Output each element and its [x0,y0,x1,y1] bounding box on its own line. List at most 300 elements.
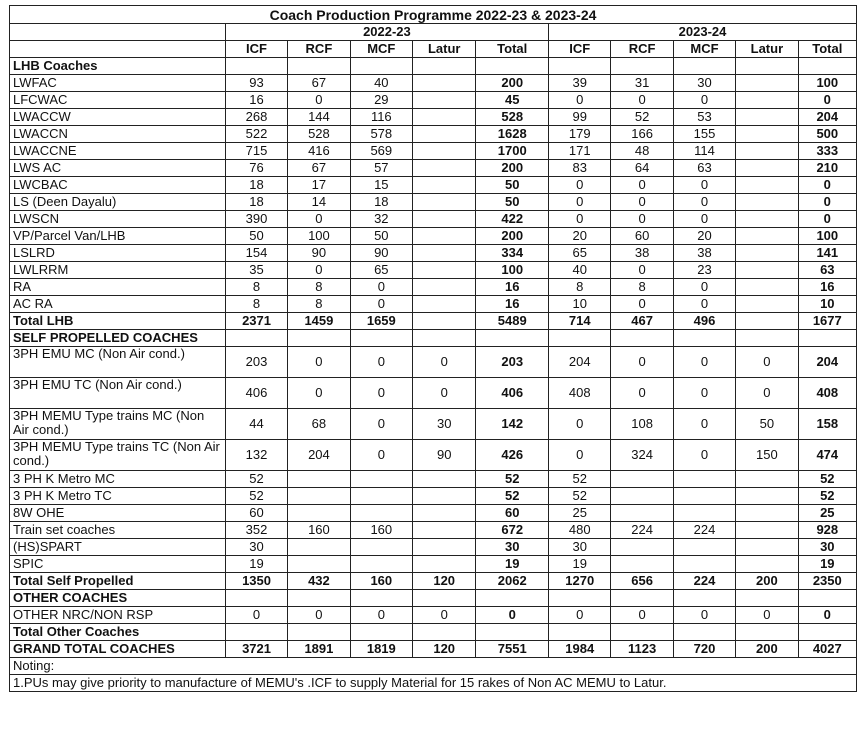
empty-cell [476,330,549,347]
value-cell [413,75,476,92]
value-cell: 65 [549,245,611,262]
value-cell [225,624,287,641]
value-cell: 0 [350,607,412,624]
section-total-row [10,624,857,641]
value-cell: 16 [476,279,549,296]
value-cell: 1628 [476,126,549,143]
value-cell: 204 [549,347,611,378]
column-header: RCF [611,41,673,58]
value-cell: 0 [288,211,350,228]
column-header: Total [798,41,856,58]
value-cell: 29 [350,92,412,109]
row-label: LFCWAC [10,92,226,109]
table-row [10,505,857,522]
value-cell [413,228,476,245]
value-cell: 0 [476,607,549,624]
empty-cell [549,590,611,607]
empty-cell [611,330,673,347]
value-cell: 422 [476,211,549,228]
value-cell [350,471,412,488]
value-cell [413,505,476,522]
value-cell [413,262,476,279]
value-cell [611,556,673,573]
noting-row [10,658,857,675]
value-cell: 52 [476,488,549,505]
value-cell: 268 [225,109,287,126]
table-row [10,409,857,440]
empty-cell [350,58,412,75]
value-cell [736,262,798,279]
value-cell: 99 [549,109,611,126]
value-cell: 8 [225,279,287,296]
value-cell: 0 [798,211,856,228]
empty-cell [225,330,287,347]
value-cell: 204 [288,440,350,471]
value-cell: 578 [350,126,412,143]
row-label: LWACCNE [10,143,226,160]
row-label: LWACCW [10,109,226,126]
value-cell [736,160,798,177]
value-cell [288,505,350,522]
value-cell [413,177,476,194]
value-cell: 15 [350,177,412,194]
year-header-2022-23: 2022-23 [225,24,548,41]
value-cell: 0 [350,279,412,296]
row-label: RA [10,279,226,296]
value-cell: 30 [549,539,611,556]
value-cell: 0 [350,378,412,409]
empty-cell [673,330,735,347]
value-cell: 65 [350,262,412,279]
value-cell: 406 [476,378,549,409]
row-label: OTHER NRC/NON RSP [10,607,226,624]
value-cell: 90 [288,245,350,262]
value-cell: 32 [350,211,412,228]
row-label: (HS)SPART [10,539,226,556]
table-row [10,522,857,539]
value-cell: 1677 [798,313,856,330]
value-cell: 68 [288,409,350,440]
value-cell [736,228,798,245]
value-cell: 120 [413,641,476,658]
value-cell: 0 [549,177,611,194]
value-cell: 19 [476,556,549,573]
value-cell: 0 [350,296,412,313]
value-cell: 50 [350,228,412,245]
year-header-2023-24: 2023-24 [549,24,857,41]
empty-cell [288,590,350,607]
grand-total-row [10,641,857,658]
value-cell: 0 [673,194,735,211]
value-cell: 31 [611,75,673,92]
value-cell: 20 [673,228,735,245]
value-cell: 0 [673,177,735,194]
value-cell: 19 [549,556,611,573]
value-cell: 333 [798,143,856,160]
row-label: OTHER COACHES [10,590,226,607]
value-cell: 52 [798,471,856,488]
value-cell [736,624,798,641]
value-cell: 0 [611,296,673,313]
empty-cell [611,590,673,607]
value-cell [736,194,798,211]
value-cell [611,624,673,641]
table-row [10,177,857,194]
value-cell: 0 [413,378,476,409]
value-cell: 390 [225,211,287,228]
value-cell [736,245,798,262]
value-cell: 0 [549,194,611,211]
row-label: 3PH EMU TC (Non Air cond.) [10,378,226,409]
value-cell: 0 [288,347,350,378]
value-cell: 0 [736,378,798,409]
value-cell [736,488,798,505]
value-cell [413,279,476,296]
column-header: Latur [736,41,798,58]
empty-cell [673,590,735,607]
value-cell: 76 [225,160,287,177]
coach-production-table [9,5,857,692]
table-title: Coach Production Programme 2022-23 & 2023-24 [10,6,857,24]
value-cell: 0 [288,607,350,624]
value-cell [288,624,350,641]
value-cell [798,624,856,641]
value-cell: 334 [476,245,549,262]
value-cell [413,211,476,228]
row-label: LWCBAC [10,177,226,194]
empty-cell [798,590,856,607]
value-cell: 160 [350,573,412,590]
row-label: LS (Deen Dayalu) [10,194,226,211]
value-cell: 324 [611,440,673,471]
value-cell: 0 [225,607,287,624]
value-cell: 432 [288,573,350,590]
value-cell: 224 [611,522,673,539]
row-label: Total LHB [10,313,226,330]
value-cell [736,143,798,160]
empty-cell [611,58,673,75]
row-label: LSLRD [10,245,226,262]
value-cell [736,556,798,573]
value-cell: 0 [413,607,476,624]
value-cell: 60 [225,505,287,522]
value-cell: 132 [225,440,287,471]
value-cell: 2062 [476,573,549,590]
value-cell: 30 [476,539,549,556]
value-cell [413,109,476,126]
empty-cell [798,58,856,75]
row-label: LWS AC [10,160,226,177]
value-cell: 1984 [549,641,611,658]
value-cell: 154 [225,245,287,262]
value-cell: 50 [736,409,798,440]
value-cell: 720 [673,641,735,658]
value-cell: 0 [288,92,350,109]
row-label: Total Self Propelled [10,573,226,590]
value-cell [413,194,476,211]
value-cell: 19 [798,556,856,573]
value-cell: 2350 [798,573,856,590]
value-cell: 17 [288,177,350,194]
value-cell [413,539,476,556]
row-label: 8W OHE [10,505,226,522]
value-cell: 30 [413,409,476,440]
value-cell: 0 [736,347,798,378]
value-cell: 0 [673,347,735,378]
value-cell: 474 [798,440,856,471]
value-cell: 0 [611,177,673,194]
value-cell: 30 [225,539,287,556]
value-cell [288,556,350,573]
value-cell: 528 [476,109,549,126]
value-cell: 200 [476,160,549,177]
value-cell: 0 [611,211,673,228]
value-cell [673,488,735,505]
value-cell [736,539,798,556]
value-cell [736,75,798,92]
value-cell [413,160,476,177]
value-cell [736,279,798,296]
value-cell: 928 [798,522,856,539]
section-heading-row [10,590,857,607]
value-cell: 155 [673,126,735,143]
section-heading-row [10,58,857,75]
value-cell [736,296,798,313]
row-label: 3PH EMU MC (Non Air cond.) [10,347,226,378]
value-cell: 18 [350,194,412,211]
empty-cell [476,590,549,607]
value-cell: 0 [549,607,611,624]
value-cell: 160 [350,522,412,539]
value-cell: 10 [549,296,611,313]
value-cell [350,624,412,641]
value-cell: 114 [673,143,735,160]
value-cell [736,177,798,194]
table-row [10,347,857,378]
value-cell: 67 [288,75,350,92]
value-cell: 23 [673,262,735,279]
section-heading-row [10,330,857,347]
value-cell: 672 [476,522,549,539]
value-cell: 52 [798,488,856,505]
table-row [10,194,857,211]
value-cell: 25 [549,505,611,522]
value-cell: 16 [798,279,856,296]
value-cell: 0 [673,296,735,313]
value-cell: 45 [476,92,549,109]
value-cell: 16 [225,92,287,109]
value-cell [673,539,735,556]
row-label: VP/Parcel Van/LHB [10,228,226,245]
value-cell: 35 [225,262,287,279]
value-cell [288,539,350,556]
empty-cell [225,58,287,75]
noting-label: Noting: [10,658,857,675]
empty-cell [413,330,476,347]
empty-cell [798,330,856,347]
value-cell: 0 [673,409,735,440]
value-cell: 50 [225,228,287,245]
value-cell: 63 [798,262,856,279]
value-cell: 0 [288,378,350,409]
column-header: RCF [288,41,350,58]
value-cell: 30 [673,75,735,92]
table-row [10,160,857,177]
row-label: 3PH MEMU Type trains TC (Non Air cond.) [10,440,226,471]
value-cell: 52 [225,488,287,505]
value-cell: 522 [225,126,287,143]
table-row [10,296,857,313]
value-cell [350,488,412,505]
value-cell: 0 [673,378,735,409]
value-cell: 480 [549,522,611,539]
column-header: Latur [413,41,476,58]
column-header: ICF [225,41,287,58]
value-cell: 4027 [798,641,856,658]
value-cell: 0 [350,347,412,378]
value-cell: 40 [549,262,611,279]
blank-header-cell [10,41,226,58]
value-cell [673,624,735,641]
value-cell: 19 [225,556,287,573]
value-cell: 0 [611,378,673,409]
value-cell: 0 [611,607,673,624]
row-label: AC RA [10,296,226,313]
value-cell: 0 [673,92,735,109]
empty-cell [350,330,412,347]
value-cell: 171 [549,143,611,160]
value-cell: 179 [549,126,611,143]
value-cell: 60 [611,228,673,245]
table-row [10,488,857,505]
value-cell: 52 [225,471,287,488]
value-cell: 416 [288,143,350,160]
value-cell [736,211,798,228]
table-row [10,75,857,92]
value-cell: 48 [611,143,673,160]
value-cell [673,556,735,573]
value-cell [350,505,412,522]
table-row [10,109,857,126]
value-cell: 204 [798,347,856,378]
value-cell: 50 [476,194,549,211]
value-cell [736,522,798,539]
value-cell: 1350 [225,573,287,590]
empty-cell [413,58,476,75]
value-cell: 39 [549,75,611,92]
value-cell: 52 [476,471,549,488]
empty-cell [350,590,412,607]
value-cell: 408 [798,378,856,409]
value-cell: 144 [288,109,350,126]
empty-cell [288,330,350,347]
row-label: Train set coaches [10,522,226,539]
value-cell [611,505,673,522]
value-cell: 200 [736,573,798,590]
value-cell: 52 [611,109,673,126]
value-cell: 0 [611,92,673,109]
value-cell: 200 [476,75,549,92]
value-cell: 40 [350,75,412,92]
value-cell: 656 [611,573,673,590]
column-header: MCF [673,41,735,58]
value-cell: 93 [225,75,287,92]
table-row [10,228,857,245]
value-cell: 0 [413,347,476,378]
note-text: 1.PUs may give priority to manufacture of MEMU's .ICF to supply Material for 15 rakes of Non AC MEMU to Latur. [10,675,857,692]
value-cell: 160 [288,522,350,539]
value-cell: 528 [288,126,350,143]
value-cell: 426 [476,440,549,471]
column-header: ICF [549,41,611,58]
value-cell: 0 [736,607,798,624]
note-row [10,675,857,692]
value-cell: 408 [549,378,611,409]
value-cell: 52 [549,488,611,505]
value-cell [413,126,476,143]
value-cell: 16 [476,296,549,313]
empty-cell [673,58,735,75]
value-cell [413,488,476,505]
value-cell: 25 [798,505,856,522]
table-row [10,126,857,143]
value-cell: 20 [549,228,611,245]
value-cell: 200 [476,228,549,245]
value-cell: 0 [549,211,611,228]
value-cell: 38 [673,245,735,262]
value-cell: 8 [288,296,350,313]
value-cell: 100 [476,262,549,279]
value-cell: 203 [476,347,549,378]
value-cell: 64 [611,160,673,177]
value-cell: 496 [673,313,735,330]
value-cell: 14 [288,194,350,211]
value-cell: 10 [798,296,856,313]
value-cell: 38 [611,245,673,262]
value-cell: 224 [673,573,735,590]
value-cell: 0 [350,440,412,471]
table-row [10,539,857,556]
value-cell [413,556,476,573]
value-cell: 3721 [225,641,287,658]
value-cell: 0 [673,440,735,471]
value-cell: 18 [225,194,287,211]
row-label: GRAND TOTAL COACHES [10,641,226,658]
value-cell [611,488,673,505]
value-cell: 67 [288,160,350,177]
value-cell [611,471,673,488]
value-cell: 100 [798,75,856,92]
value-cell: 0 [611,347,673,378]
value-cell: 60 [476,505,549,522]
value-cell: 141 [798,245,856,262]
section-total-row [10,573,857,590]
row-label: LWACCN [10,126,226,143]
value-cell: 5489 [476,313,549,330]
empty-cell [736,330,798,347]
value-cell: 142 [476,409,549,440]
value-cell [413,245,476,262]
empty-cell [549,330,611,347]
value-cell: 210 [798,160,856,177]
empty-cell [736,58,798,75]
value-cell: 352 [225,522,287,539]
value-cell: 0 [798,177,856,194]
value-cell [350,539,412,556]
column-header: MCF [350,41,412,58]
value-cell: 0 [673,607,735,624]
row-label: 3 PH K Metro MC [10,471,226,488]
